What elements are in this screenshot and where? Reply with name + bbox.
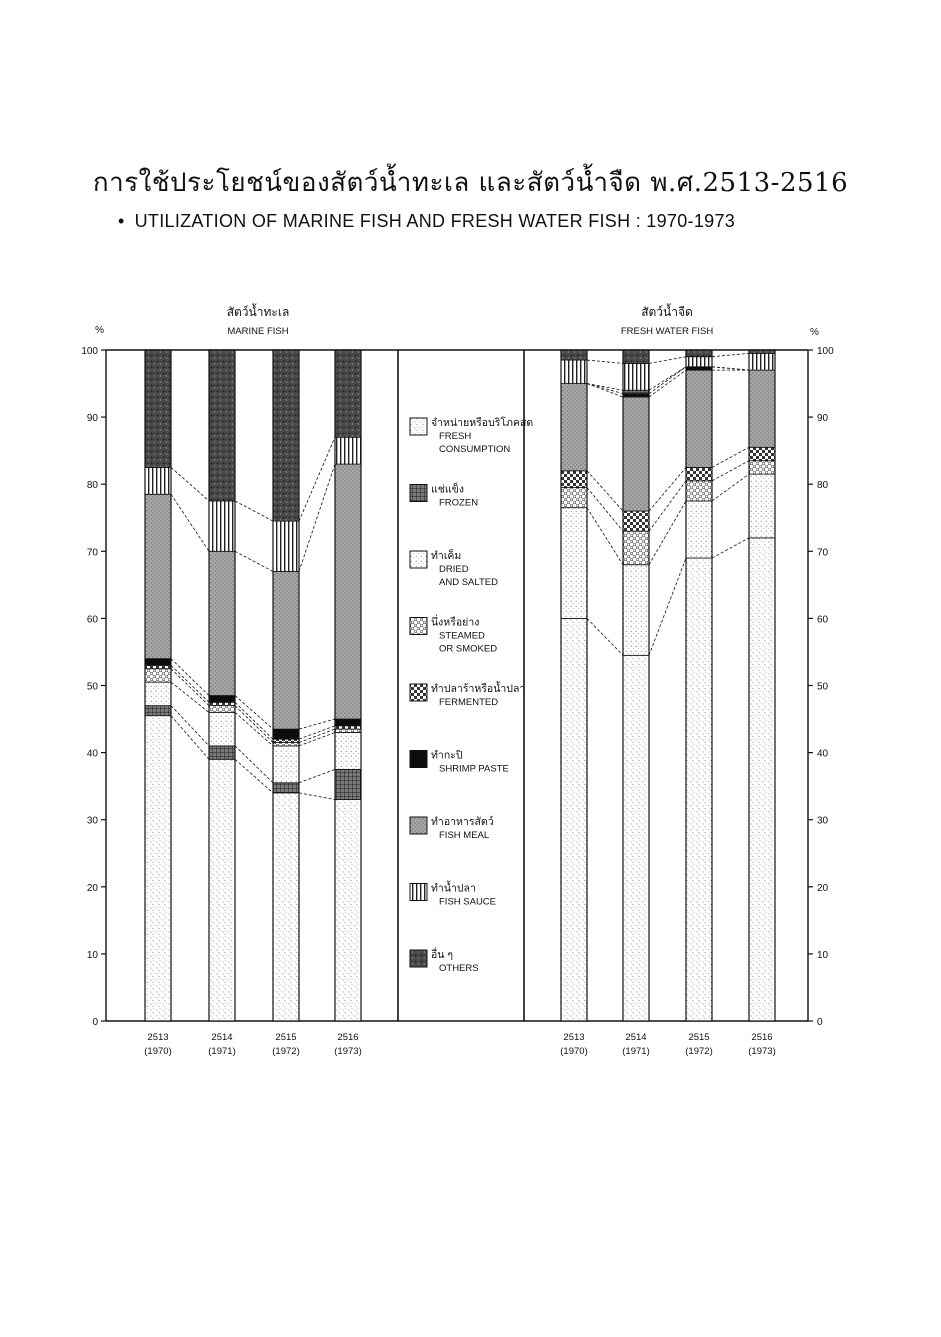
y-tick-label-right: 30 (817, 815, 829, 827)
bar-segment-meal (686, 370, 712, 467)
x-tick-label-ce: (1970) (560, 1046, 588, 1057)
bar-segment-fermented (686, 467, 712, 480)
connector-line (649, 558, 686, 655)
legend-label-english: CONSUMPTION (439, 444, 511, 455)
connector-line (712, 447, 749, 467)
legend-label-english: FROZEN (439, 497, 479, 509)
bar-segment-others (209, 350, 235, 501)
connector-line (299, 732, 335, 745)
connector-line (171, 494, 209, 551)
connector-line (299, 793, 335, 800)
bar-segment-fermented (209, 702, 235, 705)
connector-line (712, 353, 749, 356)
legend-label-thai: นึ่งหรือย่าง (431, 616, 480, 629)
group-title-thai: สัตว์น้ำจืด (641, 305, 693, 319)
connector-line (587, 471, 623, 511)
bar-segment-fermented (561, 471, 587, 488)
legend-label-thai: ทำน้ำปลา (431, 882, 476, 895)
bar-segment-paste (145, 659, 171, 666)
bar-segment-sauce (686, 357, 712, 367)
y-tick-label-left: 100 (81, 346, 98, 357)
x-tick-label-year: 2516 (751, 1032, 773, 1043)
bar-segment-sauce (209, 501, 235, 551)
connector-line (235, 501, 273, 521)
bar-segment-sauce (623, 363, 649, 390)
bar-segment-steamed (623, 531, 649, 565)
connector-line (649, 357, 686, 364)
connector-line (171, 665, 209, 702)
bar-segment-dried (273, 746, 299, 783)
bar-segment-meal (335, 464, 361, 719)
bar-segment-steamed (273, 743, 299, 746)
legend-label-thai: จำหน่ายหรือบริโภคสด (431, 417, 534, 429)
bar-segment-paste (273, 729, 299, 739)
bar-segment-paste (335, 719, 361, 726)
legend-label-thai: ทำเค็ม (431, 550, 462, 562)
bar-segment-meal (749, 370, 775, 447)
legend-swatch-paste (410, 751, 427, 768)
bar-segment-meal (273, 571, 299, 729)
connector-line (171, 716, 209, 760)
bar-segment-sauce (273, 521, 299, 571)
connector-line (587, 488, 623, 532)
bar-segment-sauce (561, 360, 587, 383)
bar-segment-fermented (623, 511, 649, 531)
bar-segment-others (145, 350, 171, 467)
connector-line (587, 360, 623, 363)
connector-line (299, 729, 335, 742)
bar-segment-sauce (749, 353, 775, 370)
bar-segment-dried (335, 732, 361, 769)
legend-label-thai: อื่น ๆ (431, 949, 454, 961)
y-tick-label-left: 90 (86, 413, 98, 425)
bar-segment-fresh (686, 558, 712, 1021)
connector-line (235, 551, 273, 571)
legend-label-english: DRIED (439, 564, 469, 575)
y-tick-label-right: 0 (817, 1017, 823, 1028)
bar-segment-steamed (209, 706, 235, 713)
x-tick-label-year: 2516 (337, 1032, 359, 1043)
bar-segment-others (686, 350, 712, 357)
y-unit-label-left: % (95, 325, 104, 336)
y-unit-label-right: % (810, 327, 819, 338)
connector-line (235, 712, 273, 746)
bar-segment-paste (623, 394, 649, 397)
legend-label-english: FRESH (439, 431, 472, 442)
bar-segment-steamed (335, 729, 361, 732)
bar-segment-steamed (145, 669, 171, 682)
legend-swatch-others (410, 950, 427, 967)
y-tick-label-right: 80 (817, 480, 829, 492)
group-title-english: MARINE FISH (227, 326, 289, 337)
bar-segment-fresh (561, 618, 587, 1021)
connector-line (171, 706, 209, 746)
bar-segment-steamed (561, 488, 587, 508)
y-tick-label-right: 70 (817, 547, 829, 559)
y-tick-label-right: 100 (817, 346, 834, 357)
bar-segment-meal (145, 494, 171, 658)
bar-segment-fresh (273, 793, 299, 1021)
legend-label-english: OTHERS (439, 963, 479, 974)
legend-swatch-fresh (410, 418, 427, 435)
connector-line (649, 467, 686, 511)
connector-line (712, 367, 749, 370)
x-tick-label-ce: (1970) (144, 1046, 172, 1057)
legend-swatch-meal (410, 817, 427, 834)
connector-line (649, 367, 686, 394)
legend-label-english: STEAMED (439, 630, 485, 642)
y-tick-label-right: 60 (817, 614, 829, 626)
bar-segment-fresh (335, 800, 361, 1021)
connector-line (171, 659, 209, 696)
x-tick-label-ce: (1973) (334, 1046, 362, 1057)
connector-line (587, 508, 623, 565)
bar-segment-fresh (749, 538, 775, 1021)
legend-label-thai: แช่แข็ง (431, 483, 464, 496)
connector-line (649, 370, 686, 397)
bar-segment-others (561, 350, 587, 360)
legend-swatch-dried (410, 551, 427, 568)
connector-line (712, 538, 749, 558)
group-title-thai: สัตว์น้ำทะเล (226, 305, 290, 319)
y-tick-label-left: 50 (86, 681, 98, 693)
bullet-dot: • (118, 211, 125, 231)
legend-label-english: FISH SAUCE (439, 896, 497, 908)
bar-segment-fresh (145, 716, 171, 1021)
connector-line (587, 384, 623, 391)
bar-segment-fermented (273, 739, 299, 742)
x-tick-label-year: 2514 (211, 1032, 233, 1043)
bar-segment-frozen (273, 783, 299, 793)
y-tick-label-left: 40 (86, 748, 98, 760)
bar-segment-dried (686, 501, 712, 558)
legend-swatch-fermented (410, 684, 427, 701)
bar-segment-frozen (209, 746, 235, 759)
y-tick-label-right: 50 (817, 681, 829, 693)
bar-segment-fermented (749, 447, 775, 460)
y-tick-label-right: 10 (817, 949, 829, 961)
x-tick-label-ce: (1971) (622, 1046, 650, 1057)
x-tick-label-year: 2515 (275, 1032, 297, 1043)
connector-line (235, 702, 273, 739)
bar-segment-steamed (749, 461, 775, 474)
legend-swatch-steamed (410, 618, 427, 635)
bar-segment-paste (686, 367, 712, 370)
bar-segment-frozen (145, 706, 171, 716)
group-title-english: FRESH WATER FISH (620, 326, 714, 337)
connector-line (587, 384, 623, 394)
bar-segment-meal (209, 551, 235, 695)
bar-segment-frozen (623, 390, 649, 393)
bar-segment-paste (209, 696, 235, 703)
legend-swatch-sauce (410, 884, 427, 901)
y-tick-label-right: 40 (817, 748, 829, 760)
bar-segment-fresh (209, 759, 235, 1021)
bar-segment-sauce (145, 467, 171, 494)
y-tick-label-left: 0 (92, 1017, 98, 1028)
x-tick-label-year: 2515 (688, 1032, 710, 1043)
bar-segment-sauce (335, 437, 361, 464)
y-tick-label-left: 80 (86, 480, 98, 492)
bar-segment-steamed (686, 481, 712, 501)
legend-label-english: OR SMOKED (439, 643, 498, 655)
y-tick-label-left: 20 (86, 882, 98, 894)
connector-line (235, 706, 273, 743)
legend-swatch-frozen (410, 485, 427, 502)
legend (410, 416, 533, 974)
legend-label-english: SHRIMP PASTE (439, 763, 509, 775)
x-tick-label-ce: (1972) (272, 1046, 300, 1057)
bar-segment-dried (623, 565, 649, 656)
x-tick-label-ce: (1973) (748, 1046, 776, 1057)
connector-line (649, 501, 686, 565)
x-tick-label-year: 2513 (147, 1032, 169, 1043)
bar-segment-fermented (335, 726, 361, 729)
bar-segment-dried (209, 712, 235, 746)
y-tick-label-right: 90 (817, 413, 829, 425)
connector-line (649, 481, 686, 531)
x-tick-label-ce: (1971) (208, 1046, 236, 1057)
connector-line (299, 464, 335, 571)
bar-segment-dried (749, 474, 775, 538)
bar-segment-dried (561, 508, 587, 619)
bar-segment-dried (145, 682, 171, 705)
legend-label-thai: ทำกะปิ (431, 749, 463, 762)
legend-label-english: FISH MEAL (439, 830, 490, 841)
legend-label-english: FERMENTED (439, 697, 499, 708)
connector-line (587, 384, 623, 397)
y-tick-label-right: 20 (817, 882, 829, 894)
connector-line (649, 367, 686, 390)
bar-segment-others (623, 350, 649, 363)
bar-segment-frozen (335, 769, 361, 799)
bar-segment-others (273, 350, 299, 521)
chart-title-thai: การใช้ประโยชน์ของสัตว์น้ำทะเล และสัตว์น้ำจืด พ.ศ.2513-2516 (92, 168, 849, 198)
x-tick-label-year: 2513 (563, 1032, 585, 1043)
y-tick-label-left: 10 (86, 949, 98, 961)
legend-label-thai: ทำอาหารสัตว์ (431, 816, 494, 828)
x-tick-label-ce: (1972) (685, 1046, 713, 1057)
chart-title-english-text: UTILIZATION OF MARINE FISH AND FRESH WATER FISH : 1970-1973 (134, 211, 736, 231)
bar-segment-meal (561, 384, 587, 471)
y-tick-label-left: 70 (86, 547, 98, 559)
x-tick-label-year: 2514 (625, 1032, 647, 1043)
connector-line (171, 467, 209, 501)
legend-label-english: AND SALTED (439, 577, 498, 588)
bar-segment-fresh (623, 655, 649, 1021)
connector-line (587, 618, 623, 655)
connector-line (712, 461, 749, 481)
y-tick-label-left: 60 (86, 614, 98, 626)
connector-line (299, 769, 335, 782)
y-tick-label-left: 30 (86, 815, 98, 827)
bar-segment-meal (623, 397, 649, 511)
legend-label-thai: ทำปลาร้าหรือน้ำปลา (431, 683, 526, 695)
bar-segment-fermented (145, 665, 171, 668)
bar-segment-others (335, 350, 361, 437)
